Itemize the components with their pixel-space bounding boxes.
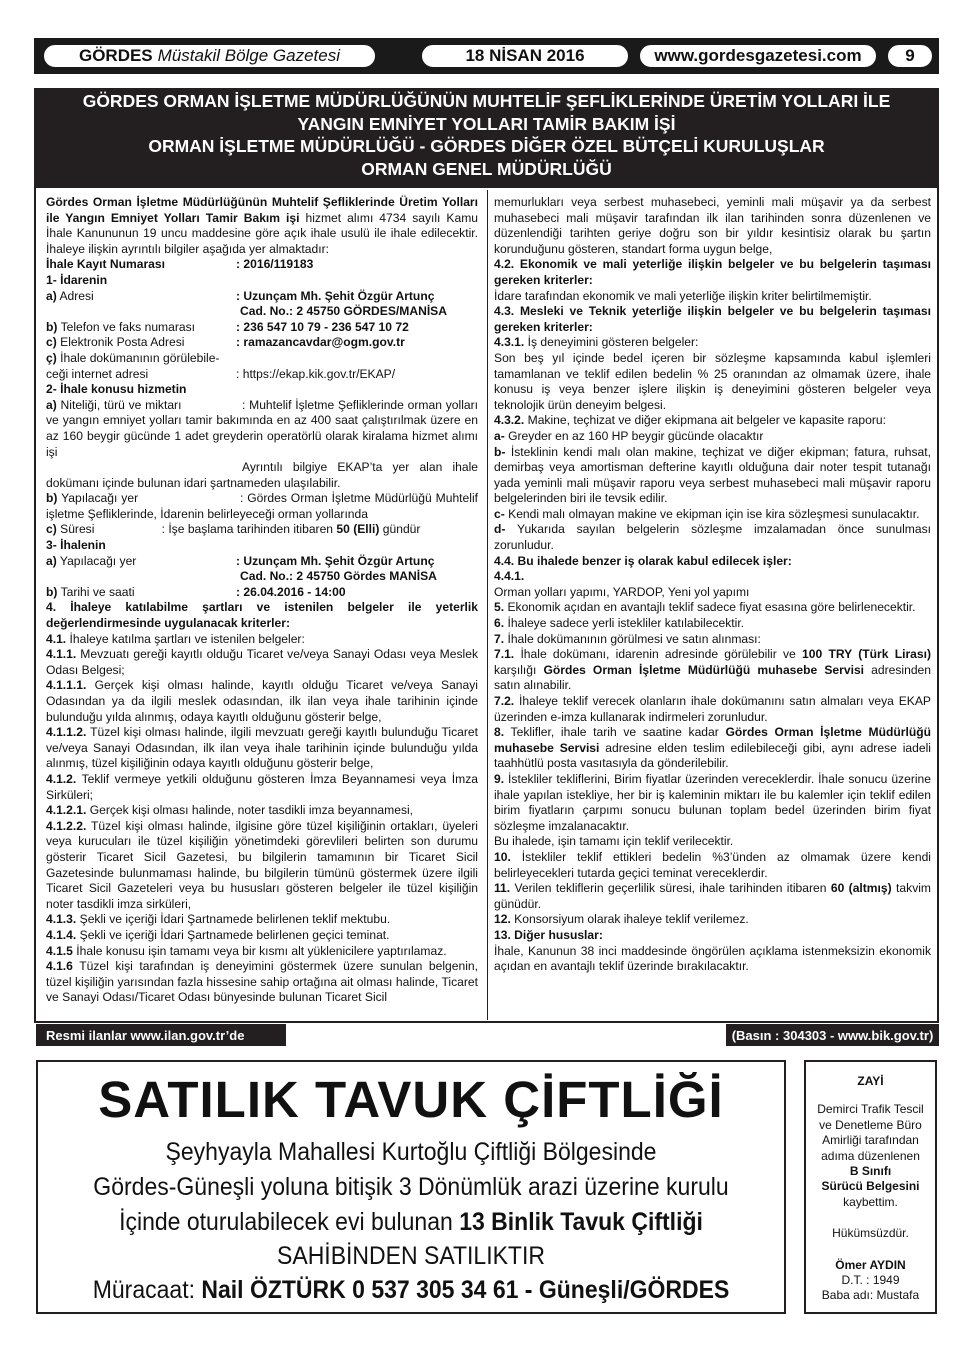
item-c: c- Kendi malı olmayan makine ve ekipman için ise kira sözleşmesi sunulacaktır.: [494, 506, 920, 521]
adres-cont: Cad. No.: 2 45750 GÖRDES/MANİSA: [240, 304, 447, 319]
nitelik-paragraph: a) Niteliği, türü ve miktarı : Muhtelif İşletme Şefliklerinde orman yolları ve yangın emniyet yolları tamir bakımında en az 400 saat çalıştırılmak üzere en az 160 beygir gücünde 1 adet greyderin operatörlü olarak kiralama hizmet alımı işi: [46, 397, 482, 459]
banner-line-4: ORMAN GENEL MÜDÜRLÜĞÜ: [361, 158, 612, 179]
tel-row: b) Telefon ve faks numarası : 236 547 10 79 - 236 547 10 72: [46, 319, 409, 334]
s4121: 4.1.2.1. Gerçek kişi olması halinde, noter tasdikli imza beyannamesi,: [46, 803, 414, 818]
s5: 5. Ekonomik açıdan en avantajlı teklif sadece fiyat esasına göre belirlenecektir.: [494, 600, 916, 615]
s72: 7.2. İhaleye teklif verecek olanların ihale dokümanını satın almaları veya EKAP üzerinden e-imza kullanarak indirmeleri zorunludur.: [494, 694, 931, 724]
s413: 4.1.3. Şekli ve içeriği İdari Şartnamede belirlenen teklif mektubu.: [46, 912, 391, 927]
footer-ilan-link[interactable]: Resmi ilanlar www.ilan.gov.tr’de: [36, 1024, 286, 1046]
s11: 11. Verilen tekliflerin geçerlilik süresi, ihale tarihinden itibaren 60 (altmış) takvim günüdür.: [494, 881, 932, 911]
s43-heading: 4.3. Mesleki ve Teknik yeterliğe ilişkin belgeler ve bu belgelerin taşıması gereken kriterler:: [494, 304, 931, 334]
sale-ad: [36, 1060, 786, 1314]
s10: 10. İstekliler teklif ettikleri bedelin %3’ünden az olmamak üzere kendi belirleyecekleri tutarda geçici teminat vereceklerdir.: [494, 849, 931, 880]
hizmet-heading: 2- İhale konusu hizmetin: [46, 382, 187, 397]
s42-text: İdare tarafından ekonomik ve mali yeterliğe ilişkin kriter belirtilmemiştir.: [494, 288, 872, 303]
s9: 9. İstekliler tekliflerini, Birim fiyatlar üzerinden vereceklerdir. İhale sonucu üzerine ihale yapılan istekliye, her bir iş kaleminin miktarı ile bu kalemler için teklif edilen birim fiyatların çarpımı sonucu bulunan toplam bedel üzerinden birim fiyat sözleşme imzalanacaktır.: [494, 771, 931, 833]
s416: 4.1.6 Tüzel kişi tarafından iş deneyimini göstermek üzere sunulan belgenin, tüzel kişiliğin yarısından fazla hissesine sahip ortağına ait olması halinde, Ticaret ve Sanayi Odası/Ticaret Odası bünyesinde bulunan Ticaret Sicil: [46, 959, 478, 1005]
zayi-birth: D.T. : 1949: [841, 1273, 900, 1288]
s7: 7. İhale dokümanının görülmesi ve satın alınması:: [494, 631, 761, 646]
item-d: d- Yukarıda sayılan belgelerin sözleşme imzalamadan önce sunulması zorunludur.: [494, 522, 931, 553]
idare-heading: 1- İdarenin: [46, 272, 108, 287]
ad-line-1: Şeyhyayla Mahallesi Kurtoğlu Çiftliği Bölgesinde: [165, 1138, 657, 1166]
s431-body: Son beş yıl içinde bedel içeren bir sözleşme kapsamında kabul işlemleri tamamlanan ve teklif edilen bedelin % 25 oranından az olmamak üzere, ihale konusu iş veya benzer işlere ilişkin iş deneyimini gösteren belgeler veya teknolojik ürün deneyim belgesi.: [494, 350, 931, 412]
kayit-row: İhale Kayıt Numarası : 2016/119183: [46, 257, 314, 272]
s412: 4.1.2. Teklif vermeye yetkili olduğunu gösteren İmza Beyannamesi veya İmza Sirküleri;: [46, 771, 478, 802]
eposta-row: c) Elektronik Posta Adresi : ramazancavdar@ogm.gov.tr: [46, 335, 405, 350]
footer-basin: (Basın : 304303 - www.bik.gov.tr): [726, 1024, 939, 1046]
item-b: b- İsteklinin kendi malı olan makine, teçhizat ve diğer ekipman; fatura, ruhsat, demirbaş veya amortisman defterine kayıtlı olduğuna dair noter tespit tutanağı yada yeminli mali müşavir raporu veya serbest muhasebeci mali müşavir raporu belgelerinden biri ile tevsik edilir.: [494, 444, 931, 506]
zayi-line-4: adıma düzenlenen: [821, 1148, 920, 1163]
issue-date: 18 NİSAN 2016: [420, 43, 630, 69]
ad-line-2: Gördes-Güneşli yoluna bitişik 3 Dönümlük arazi üzerine kurulu: [93, 1173, 729, 1201]
s432: 4.3.2. Makine, teçhizat ve diğer ekipmana ait belgeler ve kapasite raporu:: [494, 413, 886, 428]
s41: 4.1. İhaleye katılma şartları ve istenilen belgeler:: [46, 631, 305, 646]
left-column: [46, 195, 482, 1006]
zayi-line-1: Demirci Trafik Tescil: [817, 1102, 924, 1117]
right-column: [494, 195, 931, 975]
yapilacak-paragraph: b) Yapılacağı yer : Gördes Orman İşletme Müdürlüğü Muhtelif işletme Şefliklerinde, İdarenin belirleyeceği orman yollarında: [46, 491, 482, 521]
ad-line-4: SAHİBİNDEN SATILIKTIR: [277, 1242, 545, 1270]
zayi-line-5: B Sınıfı: [849, 1164, 892, 1179]
ad-line-3: İçinde oturulabilecek evi bulunan 13 Binlik Tavuk Çiftliği: [119, 1208, 703, 1236]
item-a: a- Greyder en az 160 HP beygir gücünde olacaktır: [494, 428, 764, 443]
zayi-title: ZAYİ: [857, 1074, 884, 1088]
paper-subtitle: Müstakil Bölge Gazetesi: [157, 46, 341, 65]
s44-heading: 4.4. Bu ihalede benzer iş olarak kabul edilecek işler:: [494, 553, 792, 568]
lost-notice: [804, 1060, 937, 1314]
announcement-banner: [34, 88, 939, 186]
paper-name-pill: [42, 43, 377, 69]
yer-cont: Cad. No.: 2 45750 Gördes MANİSA: [240, 569, 437, 584]
column-divider: [487, 190, 488, 1020]
section-4-heading: 4. İhaleye katılabilme şartları ve istenilen belgeler ile yeterlik değerlendirmesinde uygulanacak kriterler:: [46, 600, 478, 631]
s4111: 4.1.1.1. Gerçek kişi olması halinde, kayıtlı olduğu Ticaret ve/veya Sanayi Odasından ya da ilgili meslek odasından, ilk ilan veya ihale tarihinin içinde bulunduğu yılda alınmış, odaya kayıtlı olduğunu gösterir belge,: [46, 678, 478, 724]
banner-line-1: GÖRDES ORMAN İŞLETME MÜDÜRLÜĞÜNÜN MUHTELİF ŞEFLİKLERİNDE ÜRETİM YOLLARI İLE: [82, 91, 891, 111]
zayi-line-6: Sürücü Belgesini: [821, 1179, 920, 1194]
s13-heading: 13. Diğer hususlar:: [494, 927, 603, 942]
intro-paragraph: Gördes Orman İşletme Müdürlüğünün Muhtelif Şefliklerinde Üretim Yolları ile Yangın Emniyet Yolları Tamir Bakım işi hizmet alımı 4734 sayılı Kamu İhale Kanununun 19 uncu maddesine göre açık ihale usulü ile ihale edilecektir. İhaleye ilişkin ayrıntılı bilgiler aşağıda yer almaktadır:: [46, 195, 478, 256]
banner-line-2: YANGIN EMNİYET YOLLARI TAMİR BAKIM İŞİ: [297, 113, 676, 134]
banner-line-3: ORMAN İŞLETME MÜDÜRLÜĞÜ - GÖRDES DİĞER ÖZEL BÜTÇELİ KURULUŞLAR: [148, 136, 825, 156]
s71: 7.1. İhale dokümanı, idarenin adresinde görülebilir ve 100 TRY (Türk Lirası) karşılığı Gördes Orman İşletme Müdürlüğü muhasebe Servisi adresinden satın alınabilir.: [494, 647, 931, 693]
s12: 12. Konsorsiyum olarak ihaleye teklif verilemez.: [494, 912, 749, 927]
s8: 8. Teklifler, ihale tarih ve saatine kadar Gördes Orman İşletme Müdürlüğü muhasebe Servisi adresine elden teslim edilebileceği gibi, aynı adrese iadeli taahhütlü posta vasıtasıyla da gönderilebilir.: [494, 725, 931, 771]
s414: 4.1.4. Şekli ve içeriği İdari Şartnamede belirlenen geçici teminat.: [46, 927, 390, 942]
adres-row: a) Adresi : Uzunçam Mh. Şehit Özgür Artunç: [46, 288, 435, 303]
ad-title: SATILIK TAVUK ÇİFTLİĞİ: [98, 1071, 724, 1128]
zayi-line-2: ve Denetleme Büro: [819, 1117, 922, 1132]
s4122: 4.1.2.2. Tüzel kişi olması halinde, ilgisine göre tüzel kişiliğinin ortakları, üyeleri veya kurucuları ile tüzel kişiliğin yönetimdeki görevlileri belirten son durumu gösterir Ticaret Sicil Gazetesi, bu bilgilerin tamamının bir Ticaret Sicil Gazetesinde bulunmaması halinde, bu bilgilerin tümünü göstermek üzere ilgili Ticaret Sicil Gazeteleri veya bu hususları gösteren belgeler ile tüzel kişiliğin noter tasdikli imza sirküleri,: [46, 818, 478, 911]
tarih-row: b) Tarihi ve saati : 26.04.2016 - 14:00: [46, 584, 346, 599]
s4112: 4.1.1.2. Tüzel kişi olması halinde, ilgili mevzuatı gereği kayıtlı bulunduğu Ticaret ve/veya Sanayi Odasından, ilk ilan veya ihale tarihinin içinde bulunduğu yılda alınmış, tüzel kişiliğinin odaya kayıtlı olduğunu gösterir belge,: [46, 725, 478, 771]
s9-extra: Bu ihalede, işin tamamı için teklif verilecektir.: [494, 834, 734, 849]
zayi-name: Ömer AYDIN: [835, 1257, 906, 1272]
website-link[interactable]: www.gordesgazetesi.com: [638, 43, 878, 69]
zayi-father: Baba adı: Mustafa: [821, 1288, 920, 1303]
ihalenin-heading: 3- İhalenin: [46, 538, 106, 553]
s441-text: Orman yolları yapımı, YARDOP, Yeni yol yapımı: [494, 584, 750, 599]
dok-row-2: ceği internet adresi : https://ekap.kik.gov.tr/EKAP/: [46, 366, 396, 381]
s6: 6. İhaleye sadece yerli istekliler katılabilecektir.: [494, 616, 745, 631]
s13-text: İhale, Kanunun 38 inci maddesinde öngörülen açıklama istenmeksizin ekonomik açıdan en avantajlı teklif üzerinde bırakılacaktır.: [494, 943, 931, 974]
page-number: 9: [886, 43, 934, 69]
ayrintili-paragraph: Ayrıntılı bilgiye EKAP’ta yer alan ihale dokümanı içinde bulunan idari şartnameden ulaşılabilir.: [46, 460, 478, 490]
s431: 4.3.1. İş deneyimini gösteren belgeler:: [494, 335, 699, 350]
continuation-paragraph: memurlukları veya serbest muhasebeci, yeminli mali müşavir ya da serbest muhasebeci mali müşavir tarafından ilk ilan tarihinden sonra düzenlenen ve düzenlendiği tarihten geriye doğru son bir yıldır kesintisiz olarak bu şartın korunduğunu gösteren, standart forma uygun belge,: [494, 195, 931, 256]
paper-name: GÖRDES: [78, 46, 153, 65]
s415: 4.1.5 İhale konusu işin tamamı veya bir kısmı alt yüklenicilere yaptırılamaz.: [46, 943, 447, 958]
suresi-paragraph: c) Süresi : İşe başlama tarihinden itibaren 50 (Elli) gündür: [46, 522, 421, 537]
s441-key: 4.4.1.: [494, 569, 525, 584]
zayi-line-7: kaybettim.: [843, 1194, 898, 1209]
yer-row: a) Yapılacağı yer : Uzunçam Mh. Şehit Özgür Artunç: [46, 553, 435, 568]
s42-heading: 4.2. Ekonomik ve mali yeterliğe ilişkin belgeler ve bu belgelerin taşıması gereken kriterler:: [494, 257, 931, 287]
s411: 4.1.1. Mevzuatı gereği kayıtlı olduğu Ticaret ve/veya Sanayi Odası veya Meslek Odası Belgesi;: [46, 647, 478, 677]
zayi-line-3: Amirliği tarafından: [822, 1133, 919, 1148]
zayi-line-8: Hükümsüzdür.: [832, 1226, 909, 1241]
dok-row-1: ç) İhale dokümanının görülebile-: [46, 350, 220, 365]
ad-contact: Müracaat: Nail ÖZTÜRK 0 537 305 34 61 - Güneşli/GÖRDES: [92, 1276, 730, 1304]
